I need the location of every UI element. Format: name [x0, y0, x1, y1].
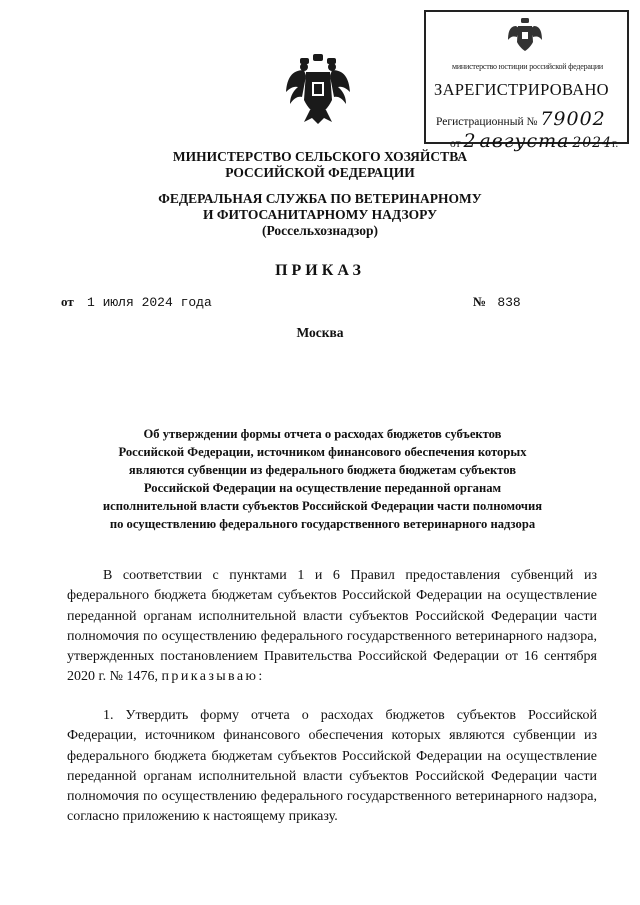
service-line-2: И ФИТОСАНИТАРНОМУ НАДЗОРУ — [203, 207, 437, 222]
stamp-registration-line — [436, 108, 606, 130]
stamp-date-year: 2024 — [572, 135, 612, 151]
ministry-header — [0, 149, 640, 181]
service-short-name: (Россельхознадзор) — [261, 223, 379, 238]
stamp-date-prefix: от — [450, 138, 461, 150]
ministry-line-2: РОССИЙСКОЙ ФЕДЕРАЦИИ — [225, 165, 415, 180]
stamp-ministry-label: министерство юстиции российской федерации — [451, 62, 604, 71]
subject-line-4: Российской Федерации на осуществление переданной органам — [143, 481, 502, 495]
subject-line-2: Российской Федерации, источником финансового обеспечения которых — [118, 445, 527, 459]
service-line-1: ФЕДЕРАЛЬНАЯ СЛУЖБА ПО ВЕТЕРИНАРНОМУ — [158, 191, 482, 206]
order-date-value: 1 июля 2024 года — [86, 295, 212, 310]
stamp-reg-number: 79002 — [540, 108, 606, 130]
clause-1-paragraph: 1. Утвердить форму отчета о расходах бюджетов субъектов Российской Федерации, источником финансового обеспечения которых являются субвенции из федерального бюджета бюджетам субъектов Российской Федерации на осуществление переданной органам исполнительной власти субъектов Российской Федерации части полномочия по осуществлению федерального государственного ветеринарного надзора, согласно приложению к настоящему приказу. — [67, 708, 597, 825]
registration-stamp — [424, 10, 629, 152]
stamp-date-day: 2 — [463, 130, 477, 152]
service-header — [0, 191, 640, 239]
ministry-line-1: МИНИСТЕРСТВО СЕЛЬСКОГО ХОЗЯЙСТВА — [172, 149, 468, 164]
stamp-date-suffix: г. — [611, 138, 619, 150]
order-date-label: от — [61, 294, 74, 309]
order-subject — [60, 425, 585, 533]
subject-line-5: исполнительной власти субъектов Российской Федерации части полномочия — [102, 499, 543, 513]
stamp-date-month: августа — [479, 130, 570, 152]
order-word: приказываю: — [161, 669, 265, 685]
stamp-title: ЗАРЕГИСТРИРОВАНО — [434, 80, 609, 99]
order-number — [473, 294, 521, 310]
order-number-label: № — [473, 294, 487, 309]
order-date — [61, 294, 212, 310]
order-title: ПРИКАЗ — [275, 262, 365, 279]
subject-line-1: Об утверждении формы отчета о расходах бюджетов субъектов — [143, 427, 502, 441]
stamp-reg-label: Регистрационный № — [436, 116, 538, 128]
coat-of-arms-icon — [284, 52, 352, 126]
subject-line-6: по осуществлению федерального государственного ветеринарного надзора — [109, 517, 536, 531]
order-number-value: 838 — [497, 295, 521, 310]
preamble-paragraph — [67, 566, 597, 688]
preamble-text: В соответствии с пунктами 1 и 6 Правил предоставления субвенций из федерального бюджета бюджетам субъектов Российской Федерации на осуществление переданной органам исполнительной власти субъектов Российской Федерации части полномочия по осуществлению федерального государственного ветеринарного надзора, утвержденных постановлением Правительства Российской Федерации от 16 сентября 2020 г. № 1476, — [67, 568, 597, 685]
subject-line-3: являются субвенции из федерального бюджета бюджетам субъектов — [128, 463, 517, 477]
stamp-emblem-icon — [506, 16, 544, 54]
order-city: Москва — [296, 325, 344, 340]
